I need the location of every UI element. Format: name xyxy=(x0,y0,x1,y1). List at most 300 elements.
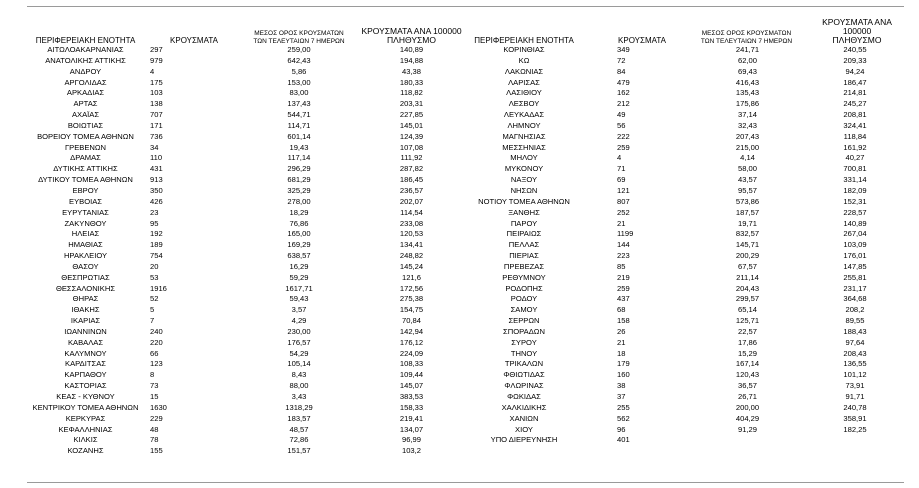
region-cell: ΝΑΞΟΥ xyxy=(510,175,538,185)
header-region: ΠΕΡΙΦΕΡΕΙΑΚΗ ΕΝΟΤΗΤΑ xyxy=(474,36,574,45)
avg-cell: 16,29 xyxy=(289,261,309,271)
table-row xyxy=(469,240,904,251)
header-per-line1: ΚΡΟΥΣΜΑΤΑ ΑΝΑ 100000 xyxy=(822,18,892,36)
avg-cell: 544,71 xyxy=(287,110,311,120)
per-100k-cell: 287,82 xyxy=(399,164,424,174)
region-cell: ΗΡΑΚΛΕΙΟΥ xyxy=(63,251,108,261)
cases-cell: 68 xyxy=(617,305,626,315)
region-cell: ΚΑΡΠΑΘΟΥ xyxy=(64,370,107,380)
per-100k-cell: 101,12 xyxy=(843,370,867,380)
avg-cell: 601,14 xyxy=(287,131,311,141)
region-cell: ΑΡΓΟΛΙΔΑΣ xyxy=(64,77,107,87)
region-cell: ΗΜΑΘΙΑΣ xyxy=(68,240,103,250)
per-100k-cell: 142,94 xyxy=(399,326,424,336)
per-100k-cell: 275,38 xyxy=(399,294,424,304)
avg-cell: 176,57 xyxy=(287,337,311,347)
cases-cell: 138 xyxy=(150,99,163,109)
avg-cell: 278,00 xyxy=(287,196,311,206)
cases-cell: 4 xyxy=(617,153,622,163)
region-cell: ΑΧΑΪΑΣ xyxy=(71,110,100,120)
cases-cell: 162 xyxy=(617,88,630,98)
table-row xyxy=(27,446,469,457)
region-cell: ΚΕΑΣ - ΚΥΘΝΟΥ xyxy=(56,392,115,401)
region-cell: ΑΡΤΑΣ xyxy=(73,99,98,109)
cases-cell: 15 xyxy=(150,392,159,401)
cases-cell: 20 xyxy=(150,261,159,271)
table-row xyxy=(27,284,469,295)
table-row xyxy=(469,45,904,56)
header-per-line2: ΠΛΗΘΥΣΜΟ xyxy=(387,35,436,45)
region-cell: ΣΠΟΡΑΔΩΝ xyxy=(503,326,545,336)
per-100k-cell: 43,38 xyxy=(401,66,421,76)
avg-cell: 15,29 xyxy=(737,348,757,358)
per-100k-cell: 96,99 xyxy=(401,435,421,445)
cases-cell: 78 xyxy=(150,435,159,445)
cases-cell: 1630 xyxy=(150,402,167,412)
region-cell: ΠΡΕΒΕΖΑΣ xyxy=(503,261,545,271)
region-cell: ΚΕΝΤΡΙΚΟΥ ΤΟΜΕΑ ΑΘΗΝΩΝ xyxy=(32,402,139,412)
per-100k-cell: 240,78 xyxy=(843,402,867,412)
per-100k-cell: 147,85 xyxy=(843,261,867,271)
avg-cell: 88,00 xyxy=(289,381,309,391)
table-row xyxy=(27,305,469,316)
avg-cell: 4,14 xyxy=(740,153,755,163)
per-100k-cell: 383,53 xyxy=(399,392,424,401)
region-cell: ΑΝΔΡΟΥ xyxy=(69,66,102,76)
cases-cell: 72 xyxy=(617,55,626,65)
region-cell: ΦΛΩΡΙΝΑΣ xyxy=(504,381,544,391)
per-100k-cell: 109,44 xyxy=(399,370,424,380)
region-cell: ΧΑΝΙΩΝ xyxy=(509,413,539,423)
table-row xyxy=(469,67,904,78)
region-cell: ΣΥΡΟΥ xyxy=(511,337,537,347)
per-100k-cell: 700,81 xyxy=(843,164,867,174)
avg-cell: 105,14 xyxy=(287,359,311,369)
header-per-line2: ΠΛΗΘΥΣΜΟ xyxy=(832,35,882,45)
per-100k-cell: 267,04 xyxy=(843,229,867,239)
avg-cell: 207,43 xyxy=(735,131,760,141)
avg-cell: 19,71 xyxy=(737,218,757,228)
header-cases: ΚΡΟΥΣΜΑΤΑ xyxy=(170,36,218,45)
header-avg-line1: ΜΕΣΟΣ ΟΡΟΣ ΚΡΟΥΣΜΑΤΩΝ xyxy=(254,30,344,37)
region-cell: ΗΛΕΙΑΣ xyxy=(71,229,100,239)
avg-cell: 32,43 xyxy=(737,120,757,130)
region-cell: ΑΡΚΑΔΙΑΣ xyxy=(66,88,105,98)
cases-cell: 85 xyxy=(617,261,626,271)
avg-cell: 91,29 xyxy=(737,424,757,434)
avg-cell: 83,00 xyxy=(289,88,309,98)
per-100k-cell: 364,68 xyxy=(843,294,867,304)
table-row xyxy=(469,327,904,338)
per-100k-cell: 214,81 xyxy=(843,88,867,98)
region-cell: ΡΟΔΟΥ xyxy=(510,294,538,304)
table-row xyxy=(469,262,904,273)
cases-cell: 219 xyxy=(617,272,630,282)
region-cell: ΜΕΣΣΗΝΙΑΣ xyxy=(502,142,546,152)
avg-cell: 137,43 xyxy=(287,99,311,109)
avg-cell: 65,14 xyxy=(737,305,757,315)
table-row xyxy=(27,175,469,186)
avg-cell: 43,57 xyxy=(737,175,757,185)
table-row xyxy=(469,338,904,349)
cases-cell: 103 xyxy=(150,88,163,98)
table-row xyxy=(27,392,469,403)
region-cell: ΦΘΙΩΤΙΔΑΣ xyxy=(503,370,545,380)
region-cell: ΜΥΚΟΝΟΥ xyxy=(504,164,544,174)
region-cell: ΛΑΚΩΝΙΑΣ xyxy=(504,66,544,76)
cases-cell: 71 xyxy=(617,164,626,174)
table-row xyxy=(469,381,904,392)
avg-cell: 151,57 xyxy=(287,446,311,456)
header-avg-line2: ΤΩΝ ΤΕΛΕΥΤΑΙΩΝ 7 ΗΜΕΡΩΝ xyxy=(253,37,345,45)
table-row xyxy=(27,240,469,251)
per-100k-cell: 208,81 xyxy=(843,110,867,120)
per-100k-cell: 121,6 xyxy=(401,272,421,282)
region-cell: ΜΗΛΟΥ xyxy=(510,153,538,163)
table-row xyxy=(469,208,904,219)
table-row xyxy=(27,262,469,273)
avg-cell: 325,29 xyxy=(287,185,311,195)
cases-cell: 53 xyxy=(150,272,159,282)
cases-cell: 562 xyxy=(617,413,630,423)
cases-cell: 431 xyxy=(150,164,163,174)
avg-cell: 153,00 xyxy=(287,77,311,87)
region-cell: ΑΙΤΩΛΟΑΚΑΡΝΑΝΙΑΣ xyxy=(47,45,124,54)
cases-cell: 259 xyxy=(617,142,630,152)
cases-cell: 5 xyxy=(150,305,155,315)
region-cell: ΠΙΕΡΙΑΣ xyxy=(509,251,539,261)
table-row xyxy=(469,175,904,186)
cases-cell: 1199 xyxy=(617,229,634,239)
cases-cell: 52 xyxy=(150,294,159,304)
region-cell: ΓΡΕΒΕΝΩΝ xyxy=(64,142,107,152)
region-cell: ΚΑΒΑΛΑΣ xyxy=(67,337,104,347)
per-100k-cell: 97,64 xyxy=(845,337,865,347)
region-cell: ΛΑΣΙΘΙΟΥ xyxy=(506,88,542,98)
region-cell: ΚΟΖΑΝΗΣ xyxy=(67,446,104,456)
avg-cell: 125,71 xyxy=(735,316,760,326)
avg-cell: 299,57 xyxy=(735,294,760,304)
table-row xyxy=(27,45,469,56)
avg-cell: 48,57 xyxy=(289,424,309,434)
left-table-body xyxy=(27,45,469,457)
per-100k-cell: 233,08 xyxy=(399,218,424,228)
cases-cell: 23 xyxy=(150,207,159,217)
region-cell: ΠΕΙΡΑΙΩΣ xyxy=(506,229,542,239)
per-100k-cell: 145,24 xyxy=(399,261,424,271)
region-cell: ΚΑΡΔΙΤΣΑΣ xyxy=(65,359,106,369)
header-cases: ΚΡΟΥΣΜΑΤΑ xyxy=(618,36,666,45)
per-100k-cell: 182,09 xyxy=(843,185,867,195)
cases-cell: 192 xyxy=(150,229,163,239)
region-cell: ΝΟΤΙΟΥ ΤΟΜΕΑ ΑΘΗΝΩΝ xyxy=(478,196,570,206)
avg-cell: 5,86 xyxy=(291,66,307,76)
region-cell: ΙΩΑΝΝΙΝΩΝ xyxy=(64,326,107,336)
region-cell: ΘΑΣΟΥ xyxy=(72,261,99,271)
table-row xyxy=(469,284,904,295)
per-100k-cell: 255,81 xyxy=(843,272,867,282)
cases-cell: 350 xyxy=(150,185,163,195)
table-row xyxy=(469,273,904,284)
avg-cell: 259,00 xyxy=(287,45,311,54)
region-cell: ΛΕΥΚΑΔΑΣ xyxy=(503,110,545,120)
right-table xyxy=(469,18,904,446)
table-row xyxy=(27,359,469,370)
avg-cell: 200,00 xyxy=(735,402,760,412)
cases-cell: 38 xyxy=(617,381,626,391)
avg-cell: 58,00 xyxy=(737,164,757,174)
per-100k-cell: 158,33 xyxy=(399,402,424,412)
header-per xyxy=(796,18,904,45)
region-cell: ΚΙΛΚΙΣ xyxy=(73,435,98,445)
cases-cell: 160 xyxy=(617,370,630,380)
cases-cell: 56 xyxy=(617,120,626,130)
avg-cell: 642,43 xyxy=(287,55,311,65)
per-100k-cell: 118,84 xyxy=(843,131,867,141)
per-100k-cell: 161,92 xyxy=(843,142,867,152)
avg-cell: 211,14 xyxy=(736,272,759,282)
per-100k-cell: 124,39 xyxy=(399,131,424,141)
cases-cell: 49 xyxy=(617,110,626,120)
avg-cell: 167,14 xyxy=(735,359,760,369)
cases-cell: 158 xyxy=(617,316,630,326)
avg-cell: 69,43 xyxy=(737,66,757,76)
table-row xyxy=(469,164,904,175)
avg-cell: 241,71 xyxy=(735,45,760,54)
avg-cell: 37,14 xyxy=(737,110,757,120)
top-rule xyxy=(27,6,904,7)
per-100k-cell: 172,56 xyxy=(399,283,424,293)
per-100k-cell: 358,91 xyxy=(843,413,867,423)
region-cell: ΙΚΑΡΙΑΣ xyxy=(70,316,101,326)
avg-cell: 187,57 xyxy=(735,207,760,217)
per-100k-cell: 103,09 xyxy=(843,240,867,250)
region-cell: ΧΙΟΥ xyxy=(515,424,533,434)
table-row xyxy=(27,78,469,89)
avg-cell: 416,43 xyxy=(735,77,760,87)
table-row xyxy=(27,370,469,381)
per-100k-cell: 240,55 xyxy=(843,45,867,54)
table-row xyxy=(27,219,469,230)
region-cell: ΥΠΟ ΔΙΕΡΕΥΝΗΣΗ xyxy=(490,435,558,445)
table-row xyxy=(27,197,469,208)
cases-cell: 7 xyxy=(150,316,155,326)
avg-cell: 215,00 xyxy=(735,142,760,152)
table-row xyxy=(27,143,469,154)
cases-cell: 252 xyxy=(617,207,630,217)
cases-cell: 73 xyxy=(150,381,159,391)
table-row xyxy=(469,251,904,262)
per-100k-cell: 203,31 xyxy=(399,99,424,109)
region-cell: ΛΗΜΝΟΥ xyxy=(507,120,541,130)
region-cell: ΝΗΣΩΝ xyxy=(510,185,538,195)
per-100k-cell: 154,75 xyxy=(399,305,424,315)
avg-cell: 8,43 xyxy=(291,370,307,380)
table-row xyxy=(27,425,469,436)
header-region: ΠΕΡΙΦΕΡΕΙΑΚΗ ΕΝΟΤΗΤΑ xyxy=(35,36,136,45)
avg-cell: 59,29 xyxy=(289,272,309,282)
per-100k-cell: 73,91 xyxy=(845,381,865,391)
cases-cell: 37 xyxy=(617,392,626,401)
region-cell: ΕΥΒΟΙΑΣ xyxy=(69,196,102,206)
table-row xyxy=(27,435,469,446)
region-cell: ΛΑΡΙΣΑΣ xyxy=(508,77,540,87)
table-row xyxy=(27,132,469,143)
cases-cell: 175 xyxy=(150,77,163,87)
table-row xyxy=(469,425,904,436)
cases-cell: 297 xyxy=(150,45,163,54)
per-100k-cell: 180,33 xyxy=(399,77,424,87)
region-cell: ΒΟΙΩΤΙΑΣ xyxy=(67,120,104,130)
per-100k-cell: 176,12 xyxy=(399,337,424,347)
per-100k-cell: 136,55 xyxy=(843,359,867,369)
table-row xyxy=(27,273,469,284)
region-cell: ΧΑΛΚΙΔΙΚΗΣ xyxy=(501,402,547,412)
avg-cell: 3,43 xyxy=(291,392,307,401)
bottom-rule xyxy=(27,482,904,483)
table-row xyxy=(469,78,904,89)
per-100k-cell: 236,57 xyxy=(399,185,424,195)
region-cell: ΡΟΔΟΠΗΣ xyxy=(505,283,543,293)
avg-cell: 145,71 xyxy=(735,240,760,250)
region-cell: ΦΩΚΙΔΑΣ xyxy=(507,392,541,401)
cases-cell: 189 xyxy=(150,240,163,250)
avg-cell: 120,43 xyxy=(735,370,760,380)
cases-cell: 255 xyxy=(617,402,630,412)
table-row xyxy=(469,186,904,197)
cases-cell: 18 xyxy=(617,348,626,358)
table-row xyxy=(469,359,904,370)
header-per-line1: ΚΡΟΥΣΜΑΤΑ ΑΝΑ 100000 xyxy=(361,27,462,36)
per-100k-cell: 40,27 xyxy=(845,153,865,163)
table-row xyxy=(27,381,469,392)
avg-cell: 681,29 xyxy=(287,175,311,185)
table-row xyxy=(469,88,904,99)
region-cell: ΘΕΣΣΑΛΟΝΙΚΗΣ xyxy=(55,283,116,293)
header-avg xyxy=(679,30,796,45)
region-cell: ΔΥΤΙΚΗΣ ΑΤΤΙΚΗΣ xyxy=(53,164,118,174)
cases-cell: 69 xyxy=(617,175,626,185)
avg-cell: 67,57 xyxy=(737,261,757,271)
cases-cell: 736 xyxy=(150,131,163,141)
avg-cell: 54,29 xyxy=(289,348,309,358)
table-row xyxy=(27,186,469,197)
avg-cell: 169,29 xyxy=(287,240,311,250)
avg-cell: 4,29 xyxy=(291,316,307,326)
table-row xyxy=(27,208,469,219)
cases-cell: 1916 xyxy=(150,283,167,293)
avg-cell: 19,43 xyxy=(289,142,309,152)
cases-cell: 95 xyxy=(150,218,159,228)
table-row xyxy=(469,197,904,208)
cases-cell: 240 xyxy=(150,326,163,336)
avg-cell: 62,00 xyxy=(737,55,757,65)
cases-cell: 349 xyxy=(617,45,630,54)
per-100k-cell: 227,85 xyxy=(399,110,424,120)
table-row xyxy=(469,143,904,154)
per-100k-cell: 208,2 xyxy=(845,305,865,315)
cases-cell: 229 xyxy=(150,413,163,423)
per-100k-cell: 107,08 xyxy=(399,142,424,152)
region-cell: ΒΟΡΕΙΟΥ ΤΟΜΕΑ ΑΘΗΝΩΝ xyxy=(37,131,134,141)
table-row xyxy=(27,316,469,327)
cases-cell: 401 xyxy=(617,435,630,445)
cases-cell: 223 xyxy=(617,251,630,261)
avg-cell: 296,29 xyxy=(287,164,311,174)
header-avg-line1: ΜΕΣΟΣ ΟΡΟΣ ΚΡΟΥΣΜΑΤΩΝ xyxy=(701,30,792,37)
per-100k-cell: 145,07 xyxy=(399,381,424,391)
per-100k-cell: 134,41 xyxy=(399,240,424,250)
cases-cell: 179 xyxy=(617,359,630,369)
region-cell: ΖΑΚΥΝΘΟΥ xyxy=(64,218,107,228)
cases-cell: 26 xyxy=(617,326,626,336)
table-row xyxy=(27,56,469,67)
cases-cell: 123 xyxy=(150,359,163,369)
table-row xyxy=(469,305,904,316)
region-cell: ΚΑΣΤΟΡΙΑΣ xyxy=(64,381,107,391)
region-cell: ΚΕΡΚΥΡΑΣ xyxy=(65,413,106,423)
avg-cell: 114,71 xyxy=(287,120,311,130)
per-100k-cell: 194,88 xyxy=(399,55,424,65)
table-row xyxy=(469,121,904,132)
cases-cell: 222 xyxy=(617,131,630,141)
avg-cell: 26,71 xyxy=(737,392,757,401)
per-100k-cell: 202,07 xyxy=(399,196,424,206)
table-row xyxy=(27,121,469,132)
per-100k-cell: 70,84 xyxy=(401,316,421,326)
avg-cell: 17,86 xyxy=(737,337,757,347)
cases-cell: 479 xyxy=(617,77,630,87)
avg-cell: 59,43 xyxy=(289,294,309,304)
region-cell: ΚΩ xyxy=(518,55,530,65)
table-row xyxy=(469,153,904,164)
table-row xyxy=(469,99,904,110)
avg-cell: 3,57 xyxy=(291,305,307,315)
region-cell: ΛΕΣΒΟΥ xyxy=(508,99,540,109)
cases-cell: 34 xyxy=(150,142,159,152)
per-100k-cell: 89,55 xyxy=(845,316,865,326)
region-cell: ΣΑΜΟΥ xyxy=(510,305,538,315)
table-row xyxy=(27,67,469,78)
per-100k-cell: 209,33 xyxy=(843,55,867,65)
per-100k-cell: 152,31 xyxy=(843,196,867,206)
avg-cell: 117,14 xyxy=(287,153,311,163)
per-100k-cell: 176,01 xyxy=(843,251,867,261)
cases-cell: 84 xyxy=(617,66,626,76)
per-100k-cell: 182,25 xyxy=(843,424,867,434)
per-100k-cell: 248,82 xyxy=(399,251,424,261)
per-100k-cell: 140,89 xyxy=(399,45,424,54)
cases-cell: 21 xyxy=(617,218,626,228)
region-cell: ΠΕΛΛΑΣ xyxy=(508,240,540,250)
table-row xyxy=(27,164,469,175)
table-row xyxy=(27,403,469,414)
table-row xyxy=(469,414,904,425)
table-row xyxy=(27,88,469,99)
table-row xyxy=(469,294,904,305)
cases-cell: 48 xyxy=(150,424,159,434)
table-row xyxy=(27,229,469,240)
avg-cell: 165,00 xyxy=(287,229,311,239)
per-100k-cell: 111,92 xyxy=(400,153,423,163)
avg-cell: 135,43 xyxy=(735,88,760,98)
avg-cell: 72,86 xyxy=(289,435,309,445)
cases-cell: 110 xyxy=(150,153,163,163)
table-row xyxy=(469,403,904,414)
per-100k-cell: 186,47 xyxy=(843,77,867,87)
per-100k-cell: 91,71 xyxy=(845,392,865,401)
cases-cell: 979 xyxy=(150,55,163,65)
